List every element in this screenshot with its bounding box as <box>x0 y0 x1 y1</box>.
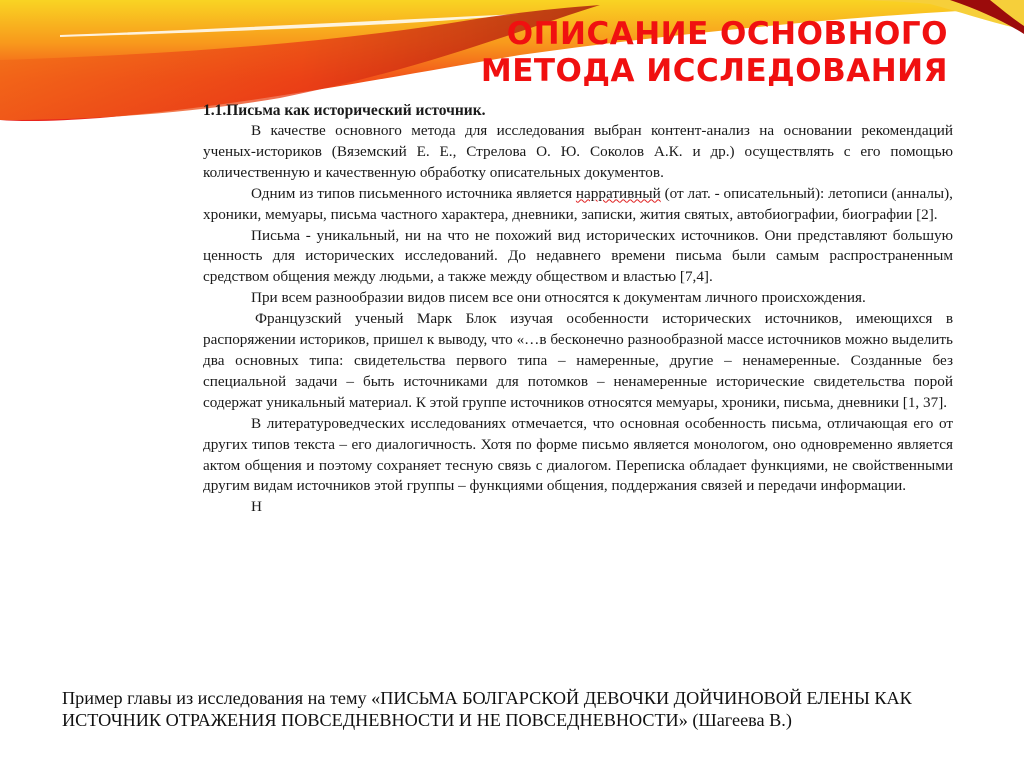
document-paragraph: При всем разнообразии видов писем все они относятся к документам личного происхождения. <box>251 289 866 307</box>
paragraph-text: (от лат. - описательный): летописи (анналы), хроники, мемуары, письма частного характера, дневники, записки, жития святых, автобиографии, биографии [2]. <box>203 184 953 223</box>
document-paragraph <box>203 184 953 226</box>
slide-title <box>428 16 948 90</box>
document-excerpt-image <box>203 98 953 668</box>
document-paragraph: Письма - уникальный, ни на что не похожий вид исторических источников. Они представляют большую ценность для исторических исследований. До недавнего времени письма были самым распространенным средством общения между людьми, а также между обществом и властью [7,4]. <box>203 226 953 286</box>
paragraph-text: Одним из типов письменного источника является <box>251 184 576 202</box>
spellcheck-underlined-word: нарративный <box>575 184 661 202</box>
document-paragraph-cut-off: Н <box>251 498 262 516</box>
document-paragraph: Французский ученый Марк Блок изучая особенности исторических источников, имеющихся в распоряжении историков, пришел к выводу, что «…в бесконечно разнообразной массе источников можно выделить два основных типа: свидетельства первого типа – намеренные, другие – ненамеренные. Созданные без специальной задачи – быть источниками для потомков – ненамеренные исторические свидетельства порой содержат уникальный материал. К этой группе источников относятся мемуары, хроники, письма, дневники [1, 37]. <box>203 310 953 411</box>
slide-title-line-1: ОПИСАНИЕ ОСНОВНОГО <box>506 16 948 52</box>
document-heading: 1.1.Письма как исторический источник. <box>203 102 486 119</box>
slide-title-line-2: МЕТОДА ИССЛЕДОВАНИЯ <box>480 53 948 89</box>
slide-caption: Пример главы из исследования на тему «ПИСЬМА БОЛГАРСКОЙ ДЕВОЧКИ ДОЙЧИНОВОЙ ЕЛЕНЫ КАК ИСТОЧНИК ОТРАЖЕНИЯ ПОВСЕДНЕВНОСТИ И НЕ ПОВСЕДНЕВНОСТИ» (Шагеева В.) <box>62 688 912 730</box>
document-paragraph: В качестве основного метода для исследования выбран контент-анализ на основании рекомендаций ученых-историков (Вяземский Е. Е., Стрелова О. Ю. Соколов А.К. и др.) осуществлять с его помощью количественную и качественную обработку описательных документов. <box>203 122 953 181</box>
document-paragraph: В литературоведческих исследованиях отмечается, что основная особенность письма, отличающая его от других типов текста – его диалогичность. Хотя по форме письмо является монологом, оно одновременно является актом общения и поэтому сохраняет тесную связь с диалогом. Переписка обладает функциями, не свойственными другим видам источников этой группы – функциями общения, поддержания связей и передачи информации. <box>203 414 953 495</box>
